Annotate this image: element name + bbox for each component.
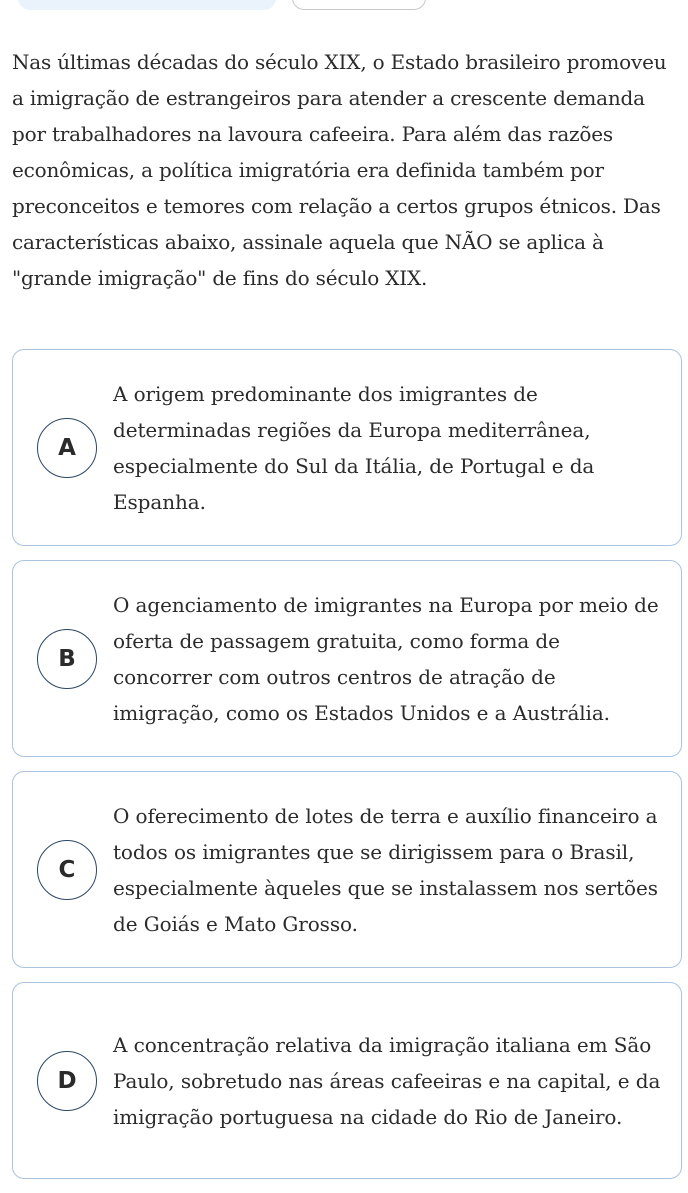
top-tab-active[interactable] <box>18 0 276 10</box>
option-d[interactable] <box>12 982 682 1179</box>
option-letter-a: A <box>37 418 97 478</box>
question-text: Nas últimas décadas do século XIX, o Estado brasileiro promoveu a imigração de estrangeiros para atender a crescente demanda por trabalhadores na lavoura cafeeira. Para além das razões econômicas, a política imigratória era definida também por preconceitos e temores com relação a certos grupos étnicos. Das características abaixo, assinale aquela que NÃO se aplica à "grande imigração" de fins do século XIX. <box>12 50 667 290</box>
option-letter-d: D <box>37 1051 97 1111</box>
option-text-b: O agenciamento de imigrantes na Europa por meio de oferta de passagem gratuita, como forma de concorrer com outros centros de atração de imigração, como os Estados Unidos e a Austrália. <box>113 592 659 725</box>
option-c[interactable] <box>12 771 682 968</box>
option-b[interactable] <box>12 560 682 757</box>
answer-options <box>12 349 682 1193</box>
option-letter-c: C <box>37 840 97 900</box>
option-text-c: O oferecimento de lotes de terra e auxílio financeiro a todos os imigrantes que se dirigissem para o Brasil, especialmente àqueles que se instalassem nos sertões de Goiás e Mato Grosso. <box>113 803 658 936</box>
option-a[interactable] <box>12 349 682 546</box>
option-text-d: A concentração relativa da imigração italiana em São Paulo, sobretudo nas áreas cafeeiras e na capital, e da imigração portuguesa na cidade do Rio de Janeiro. <box>113 1032 661 1129</box>
top-tab-outline[interactable] <box>292 0 426 10</box>
option-letter-b: B <box>37 629 97 689</box>
option-text-a: A origem predominante dos imigrantes de determinadas regiões da Europa mediterrânea, especialmente do Sul da Itália, de Portugal e da Espanha. <box>113 381 595 514</box>
